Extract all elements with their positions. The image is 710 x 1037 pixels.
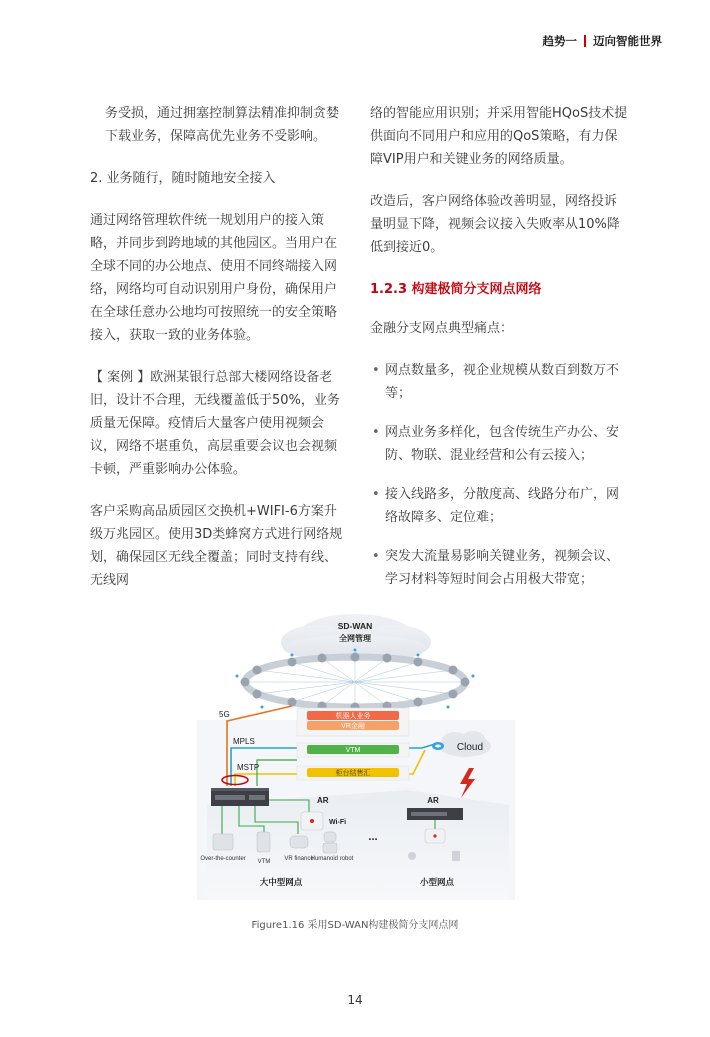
more-sites-ellipsis: ...: [368, 831, 378, 843]
bullet-item: [370, 545, 628, 591]
bullet-text: 接入线路多，分散度高、线路分布广，网络故障多、定位难；: [385, 487, 620, 525]
device-label-robot: Humanoid robot: [310, 856, 354, 862]
bullet-item: [370, 421, 628, 467]
vtm-device-icon: [257, 832, 270, 852]
lane-label-vtm: VTM: [345, 747, 361, 754]
ar-router-large-icon: [211, 788, 269, 806]
ar-label-large: AR: [317, 796, 329, 805]
small-site-ap-icon: [425, 829, 445, 843]
vr-device-icon: [290, 836, 308, 848]
right-continued-paragraph: 络的智能应用识别；并采用智能HQoS技术提供面向不同用户和应用的QoS策略，有力保障VIP用户和关键业务的网络质量。: [370, 106, 628, 167]
sdwan-mesh-network: [245, 657, 465, 707]
lane-label-robot: 机器人业务: [335, 713, 371, 720]
running-header: [543, 33, 663, 49]
cloud-subtitle: 全网管理: [339, 634, 371, 643]
pain-points-intro: 金融分支网点典型痛点：: [370, 321, 514, 336]
left-paragraph-2: 客户采购高品质园区交换机+WIFI-6方案升级万兆园区。使用3D类蜂窝方式进行网络规划，确保园区无线全覆盖；同时支持有线、无线网: [90, 504, 343, 588]
left-continued-paragraph: 务受损，通过拥塞控制算法精准抑制贪婪下载业务，保障高优先业务不受影响。: [105, 106, 340, 144]
cloud-label: Cloud: [456, 742, 484, 753]
small-site-label: 小型网点: [419, 877, 455, 887]
link-label-mpls: MPLS: [233, 737, 255, 746]
bullet-item: [370, 359, 628, 405]
ar-router-small-icon: [407, 808, 463, 820]
wifi-access-point-icon: [301, 812, 323, 830]
cloud-gateway-icon: [432, 742, 444, 750]
header-separator: [584, 35, 586, 47]
sdwan-diagram: [197, 600, 515, 900]
subheading-service-roaming: 2. 业务随行，随时随地安全接入: [90, 171, 276, 186]
device-label-vr: VR finance: [284, 856, 314, 862]
bullet-text: 网点数量多，视企业规模从数百到数万不等；: [385, 363, 620, 401]
case-paragraph: [90, 366, 348, 481]
bullet-dot: •: [372, 363, 380, 378]
link-label-5g: 5G: [219, 710, 230, 719]
page-number: 14: [347, 993, 363, 1007]
left-column: [90, 102, 348, 611]
bullet-item: [370, 483, 628, 529]
right-column: [370, 102, 628, 607]
link-label-mstp: MSTP: [237, 763, 260, 772]
lane-label-vr: VR金融: [341, 723, 365, 730]
right-paragraph-1: 改造后，客户网络体验改善明显，网络投诉量明显下降，视频会议接入失败率从10%降低到接近0。: [370, 194, 620, 255]
case-label: 【 案例 】: [90, 370, 151, 385]
site-floor: [207, 790, 509, 900]
large-site-label: 大中型网点: [259, 877, 303, 887]
section-heading: 1.2.3 构建极简分支网点网络: [370, 282, 542, 297]
bullet-dot: •: [372, 487, 380, 502]
lane-label-forex: 柜台结售汇: [335, 770, 371, 777]
header-section: 趋势一: [542, 34, 577, 48]
left-paragraph-1: 通过网络管理软件统一规划用户的接入策略，并同步到跨地域的其他园区。当用户在全球不同的办公地点、使用不同终端接入网络，网络均可自动识别用户身份，确保用户在全球任意办公地均可按照统一的安全策略接入，获取一致的业务体验。: [90, 213, 338, 343]
cloud-title: SD-WAN: [337, 621, 373, 631]
wifi-label: Wi-Fi: [329, 819, 347, 826]
bullet-dot: •: [372, 425, 380, 440]
device-label-vtm: VTM: [257, 859, 271, 865]
header-title: 迈向智能世界: [593, 34, 662, 48]
bullet-text: 网点业务多样化，包含传统生产办公、安防、物联、混业经营和公有云接入；: [385, 425, 620, 463]
device-label-counter: Over-the-counter: [200, 856, 246, 862]
ar-label-small: AR: [427, 796, 439, 805]
figure-caption: Figure1.16 采用SD-WAN构建极简分支网点网: [251, 920, 459, 931]
sdwan-branch-figure: [197, 600, 515, 900]
bullet-dot: •: [372, 549, 380, 564]
bullet-text: 突发大流量易影响关键业务，视频会议、学习材料等短时间会占用极大带宽；: [385, 549, 620, 587]
counter-device-icon: [213, 834, 233, 850]
case-text: 欧洲某银行总部大楼网络设备老旧，设计不合理，无线覆盖低于50%，业务质量无保障。疫情后大量客户使用视频会议，网络不堪重负，高层重要会议也会视频卡顿，严重影响办公体验。: [90, 370, 340, 477]
